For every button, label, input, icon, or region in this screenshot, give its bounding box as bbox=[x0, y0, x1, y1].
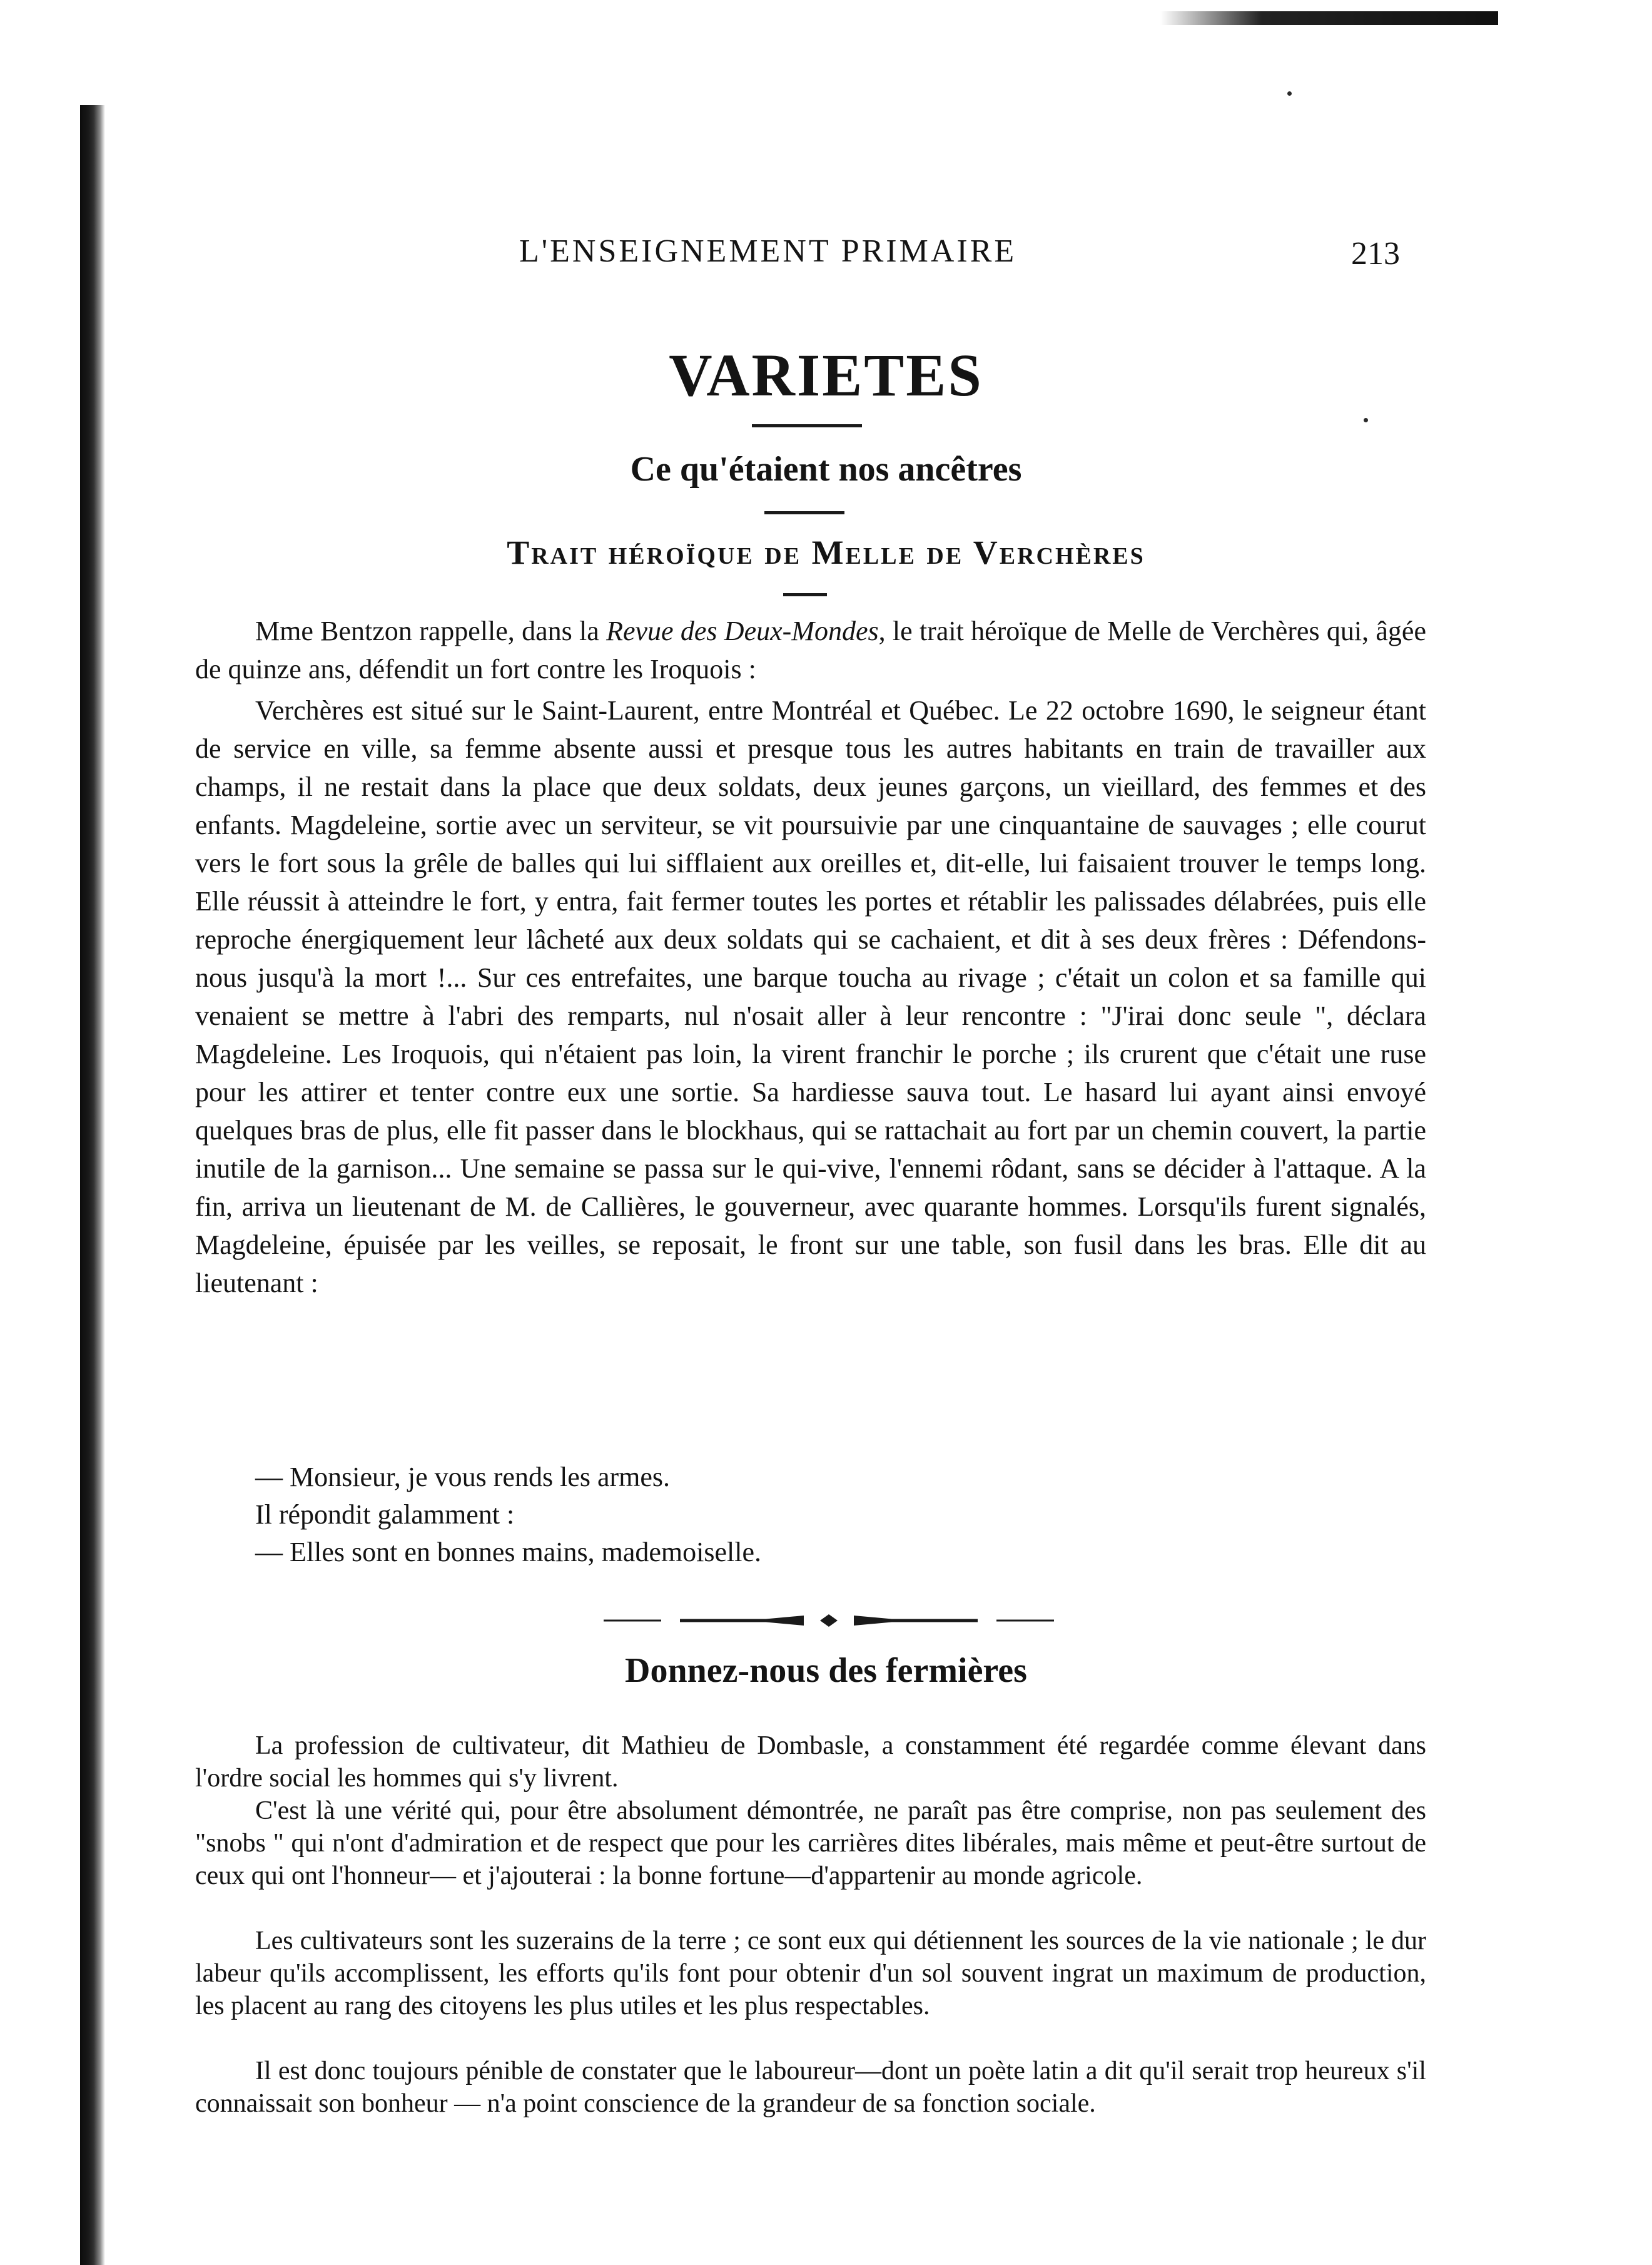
article2-paragraph: C'est là une vérité qui, pour être absolument démontrée, ne paraît pas être comprise, non pas seulement des "snobs " qui n'ont d'admiration et de respect que pour les carrières dites libérales, mais même et peut-être surtout de ceux qui ont l'honneur— et j'ajouterai : la bonne fortune—d'appartenir au monde agricole. bbox=[195, 1796, 1426, 1890]
dialogue-line: Il répondit galamment : bbox=[255, 1499, 515, 1530]
page-binding-edge bbox=[80, 105, 105, 2265]
article2-paragraph: Les cultivateurs sont les suzerains de la terre ; ce sont eux qui détiennent les sources de la vie nationale ; le dur labeur qu'ils accomplissent, les efforts qu'ils font pour obtenir d'un sol souvent ingrat un maximum de production, les placent au rang des citoyens les plus utiles et les plus respectables. bbox=[195, 1927, 1426, 2020]
article-subtitle: Ce qu'étaient nos ancêtres bbox=[630, 450, 1022, 489]
page-number: 213 bbox=[1351, 236, 1400, 272]
story-paragraph: Verchères est situé sur le Saint-Laurent, entre Montréal et Québec. Le 22 octobre 1690, le seigneur étant de service en ville, sa femme absente aussi et presque tous les autres habitants en train de travailler aux champs, il ne restait dans la place que deux soldats, deux jeunes garçons, un vieillard, des femmes et des enfants. Magdeleine, sortie avec un serviteur, se vit poursuivie par une cinquantaine de sauvages ; elle courut vers le fort sous la grêle de balles qui lui sifflaient aux oreilles et, dit-elle, lui faisaient trouver le temps long. Elle réussit à atteindre le fort, y entra, fait fermer toutes les portes et rétablir les palissades délabrées, puis elle reproche énergiquement leur lâcheté aux deux soldats qui se cachaient, et dit à ses deux frères : Défendons-nous jusqu'à la mort !... Sur ces entrefaites, une barque toucha au rivage ; c'était un colon et sa famille qui venaient se mettre à l'abri des remparts, nul n'osait aller à leur rencontre : "J'irai donc seule ", déclara Magdeleine. Les Iroquois, qui n'étaient pas loin, la virent franchir le porche ; ils crurent que c'était une ruse pour les attirer et tenter contre eux une sortie. Sa hardiesse sauva tout. Le hasard lui ayant ainsi envoyé quelques bras de plus, elle fit passer dans le blockhaus, qui se rattachait au fort par un chemin couvert, la partie inutile de la garnison... Une semaine se passa sur le qui-vive, l'ennemi rôdant, sans se décider à l'attaque. A la fin, arriva un lieutenant de M. de Callières, le gouverneur, avec quarante hommes. Lorsqu'ils furent signalés, Magdeleine, épuisée par les veilles, se reposait, le front sur une table, son fusil dans les bras. Elle dit au lieutenant : bbox=[195, 695, 1426, 1298]
subtitle-rule bbox=[764, 511, 844, 514]
running-head-title: L'ENSEIGNEMENT PRIMAIRE bbox=[519, 233, 1017, 269]
intro-text-before: Mme Bentzon rappelle, dans la bbox=[255, 616, 607, 646]
article2-title: Donnez-nous des fermières bbox=[625, 1651, 1027, 1690]
section-title: VARIETES bbox=[669, 342, 983, 409]
running-head bbox=[0, 227, 1652, 277]
article2-paragraph: Il est donc toujours pénible de constater que le laboureur—dont un poète latin a dit qu'il serait trop heureux s'il connaissait son bonheur — n'a point conscience de la grandeur de sa fonction sociale. bbox=[195, 2057, 1426, 2118]
source-citation: Revue des Deux-Mondes bbox=[606, 616, 879, 646]
heading-rule bbox=[783, 593, 827, 596]
intro-paragraph bbox=[195, 612, 1426, 688]
article-heading: Trait héroïque de Melle de Verchères bbox=[507, 534, 1145, 571]
dialogue-line: — Elles sont en bonnes mains, mademoiselle. bbox=[255, 1537, 761, 1567]
title-rule bbox=[752, 424, 862, 427]
scan-top-rule bbox=[1160, 11, 1498, 25]
scan-speck bbox=[1364, 418, 1368, 422]
article2-paragraph: La profession de cultivateur, dit Mathieu de Dombasle, a constamment été regardée comme élevant dans l'ordre social les hommes qui s'y livrent. bbox=[195, 1731, 1426, 1793]
intro-text-after: , le trait héroïque de Melle de Verchères qui, âgée de quinze ans, défendit un fort contre les Iroquois : bbox=[195, 616, 1426, 685]
dialogue-line: — Monsieur, je vous rends les armes. bbox=[255, 1462, 671, 1492]
section-divider-ornament bbox=[604, 1613, 1054, 1628]
scan-speck bbox=[1287, 91, 1292, 96]
